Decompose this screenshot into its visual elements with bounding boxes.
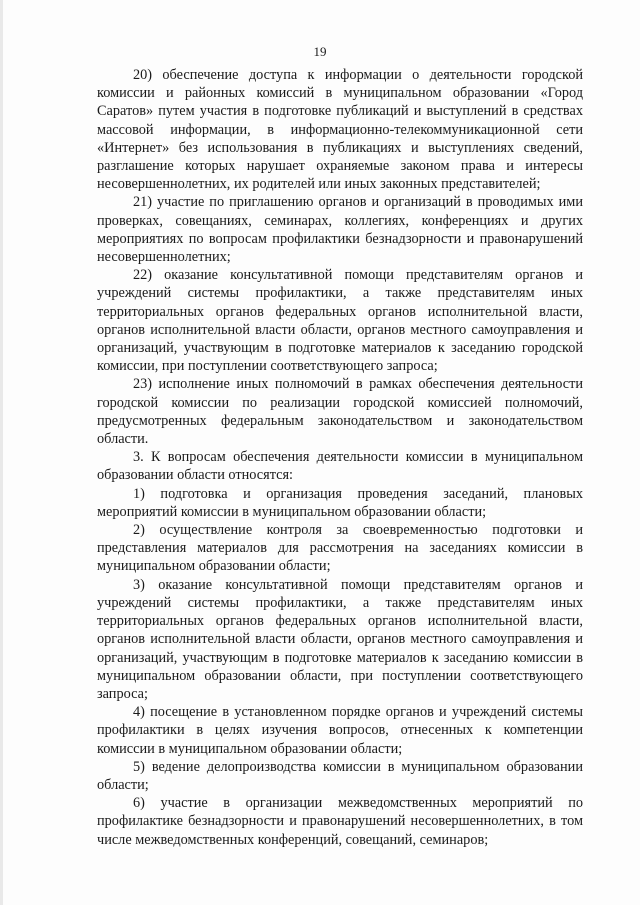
page-number: 19 xyxy=(313,44,327,59)
paragraph-item-1: 1) подготовка и организация проведения заседаний, плановых мероприятий комиссии в муниципальном образовании области; xyxy=(97,485,583,520)
paragraph-item-2: 2) осуществление контроля за своевременностью подготовки и представления материалов для рассмотрения на заседаниях комиссии в муниципальном образовании области; xyxy=(97,522,583,575)
paragraph-item-4: 4) посещение в установленном порядке органов и учреждений системы профилактики в целях изучения вопросов, отнесенных к компетенции комиссии в муниципальном образовании области; xyxy=(97,704,583,757)
paragraph-item-5: 5) ведение делопроизводства комиссии в муниципальном образовании области; xyxy=(97,758,583,793)
paragraph-item-20: 20) обеспечение доступа к информации о деятельности городской комиссии и районных комиссий в муниципальном образовании «Город Саратов» путем участия в подготовке публикаций и выступлений в средствах массовой информации, в информационно-телекоммуникационной сети «Интернет» без использования в публикациях и выступлениях сведений, разглашение которых нарушает охраняемые законом права и интересы несовершеннолетних, их родителей или иных законных представителей; xyxy=(97,67,583,193)
document-body xyxy=(97,66,583,849)
paragraph-item-3: 3) оказание консультативной помощи представителям органов и учреждений системы профилактики, а также представителям иных территориальных органов федеральных органов исполнительной власти, органов исполнительной власти области, органов местного самоуправления и организаций, участвующим в подготовке материалов к заседанию комиссии в муниципальном образовании области, при поступлении соответствующего запроса; xyxy=(97,576,583,702)
paragraph-item-21: 21) участие по приглашению органов и организаций в проводимых ими проверках, совещаниях, семинарах, коллегиях, конференциях и других мероприятиях по вопросам профилактики безнадзорности и правонарушений несовершеннолетних; xyxy=(97,194,583,266)
paragraph-item-6: 6) участие в организации межведомственных мероприятий по профилактике безнадзорности и правонарушений несовершеннолетних, в том числе межведомственных конференций, совещаний, семинаров; xyxy=(97,795,583,848)
paragraph-item-22: 22) оказание консультативной помощи представителям органов и учреждений системы профилактики, а также представителям иных территориальных органов федеральных органов исполнительной власти, органов исполнительной власти области, органов местного самоуправления и организаций, участвующим в подготовке материалов к заседанию городской комиссии, при поступлении соответствующего запроса; xyxy=(97,267,583,375)
scan-edge xyxy=(0,0,3,905)
paragraph-section-3: 3. К вопросам обеспечения деятельности комиссии в муниципальном образовании области относятся: xyxy=(97,449,583,484)
paragraph-item-23: 23) исполнение иных полномочий в рамках обеспечения деятельности городской комиссии по реализации городской комиссией полномочий, предусмотренных федеральным законодательством и законодательством области. xyxy=(97,376,583,448)
